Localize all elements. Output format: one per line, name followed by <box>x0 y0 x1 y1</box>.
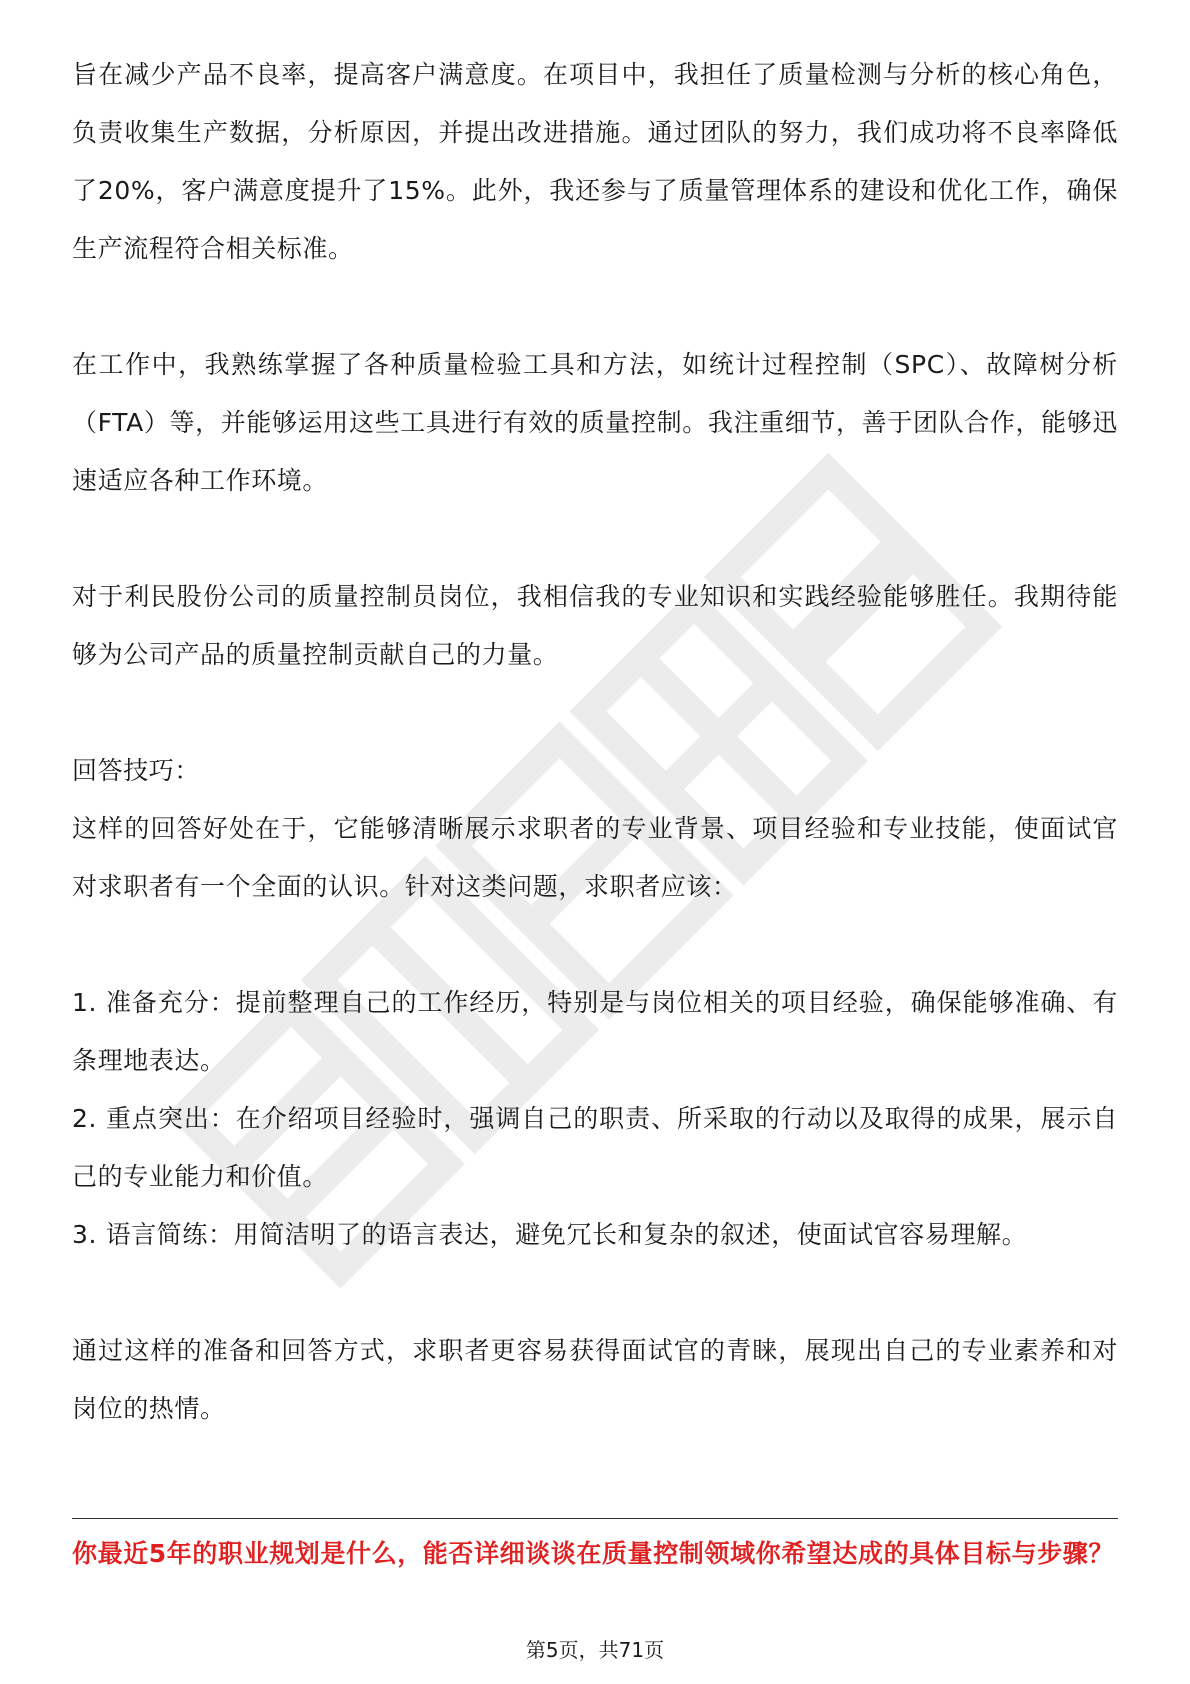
tip-item: 1. 准备充分：提前整理自己的工作经历，特别是与岗位相关的项目经验，确保能够准确、有条理地表达。 <box>72 988 1118 1075</box>
next-question-heading: 你最近5年的职业规划是什么，能否详细谈谈在质量控制领域你希望达成的具体目标与步骤？ <box>72 1539 1114 1568</box>
section-divider <box>72 1518 1118 1519</box>
tip-item: 3. 语言简练：用简洁明了的语言表达，避免冗长和复杂的叙述，使面试官容易理解。 <box>72 1220 1028 1249</box>
tips-heading: 回答技巧： <box>72 756 201 785</box>
paragraph-skills: 在工作中，我熟练掌握了各种质量检验工具和方法，如统计过程控制（SPC）、故障树分析（FTA）等，并能够运用这些工具进行有效的质量控制。我注重细节，善于团队合作，能够迅速适应各种工作环境。 <box>72 350 1118 495</box>
page-number: 第5页，共71页 <box>525 1638 665 1662</box>
paragraph-motivation: 对于利民股份公司的质量控制员岗位，我相信我的专业知识和实践经验能够胜任。我期待能够为公司产品的质量控制贡献自己的力量。 <box>72 582 1118 669</box>
tips-intro: 这样的回答好处在于，它能够清晰展示求职者的专业背景、项目经验和专业技能，使面试官对求职者有一个全面的认识。针对这类问题，求职者应该： <box>72 814 1118 901</box>
document-body <box>72 46 1118 1438</box>
paragraph-conclusion: 通过这样的准备和回答方式，求职者更容易获得面试官的青睐，展现出自己的专业素养和对岗位的热情。 <box>72 1336 1118 1423</box>
tip-item: 2. 重点突出：在介绍项目经验时，强调自己的职责、所采取的行动以及取得的成果，展示自己的专业能力和价值。 <box>72 1104 1118 1191</box>
paragraph-project-experience: 旨在减少产品不良率，提高客户满意度。在项目中，我担任了质量检测与分析的核心角色，负责收集生产数据，分析原因，并提出改进措施。通过团队的努力，我们成功将不良率降低了20%，客户满意度提升了15%。此外，我还参与了质量管理体系的建设和优化工作，确保生产流程符合相关标准。 <box>72 60 1118 263</box>
